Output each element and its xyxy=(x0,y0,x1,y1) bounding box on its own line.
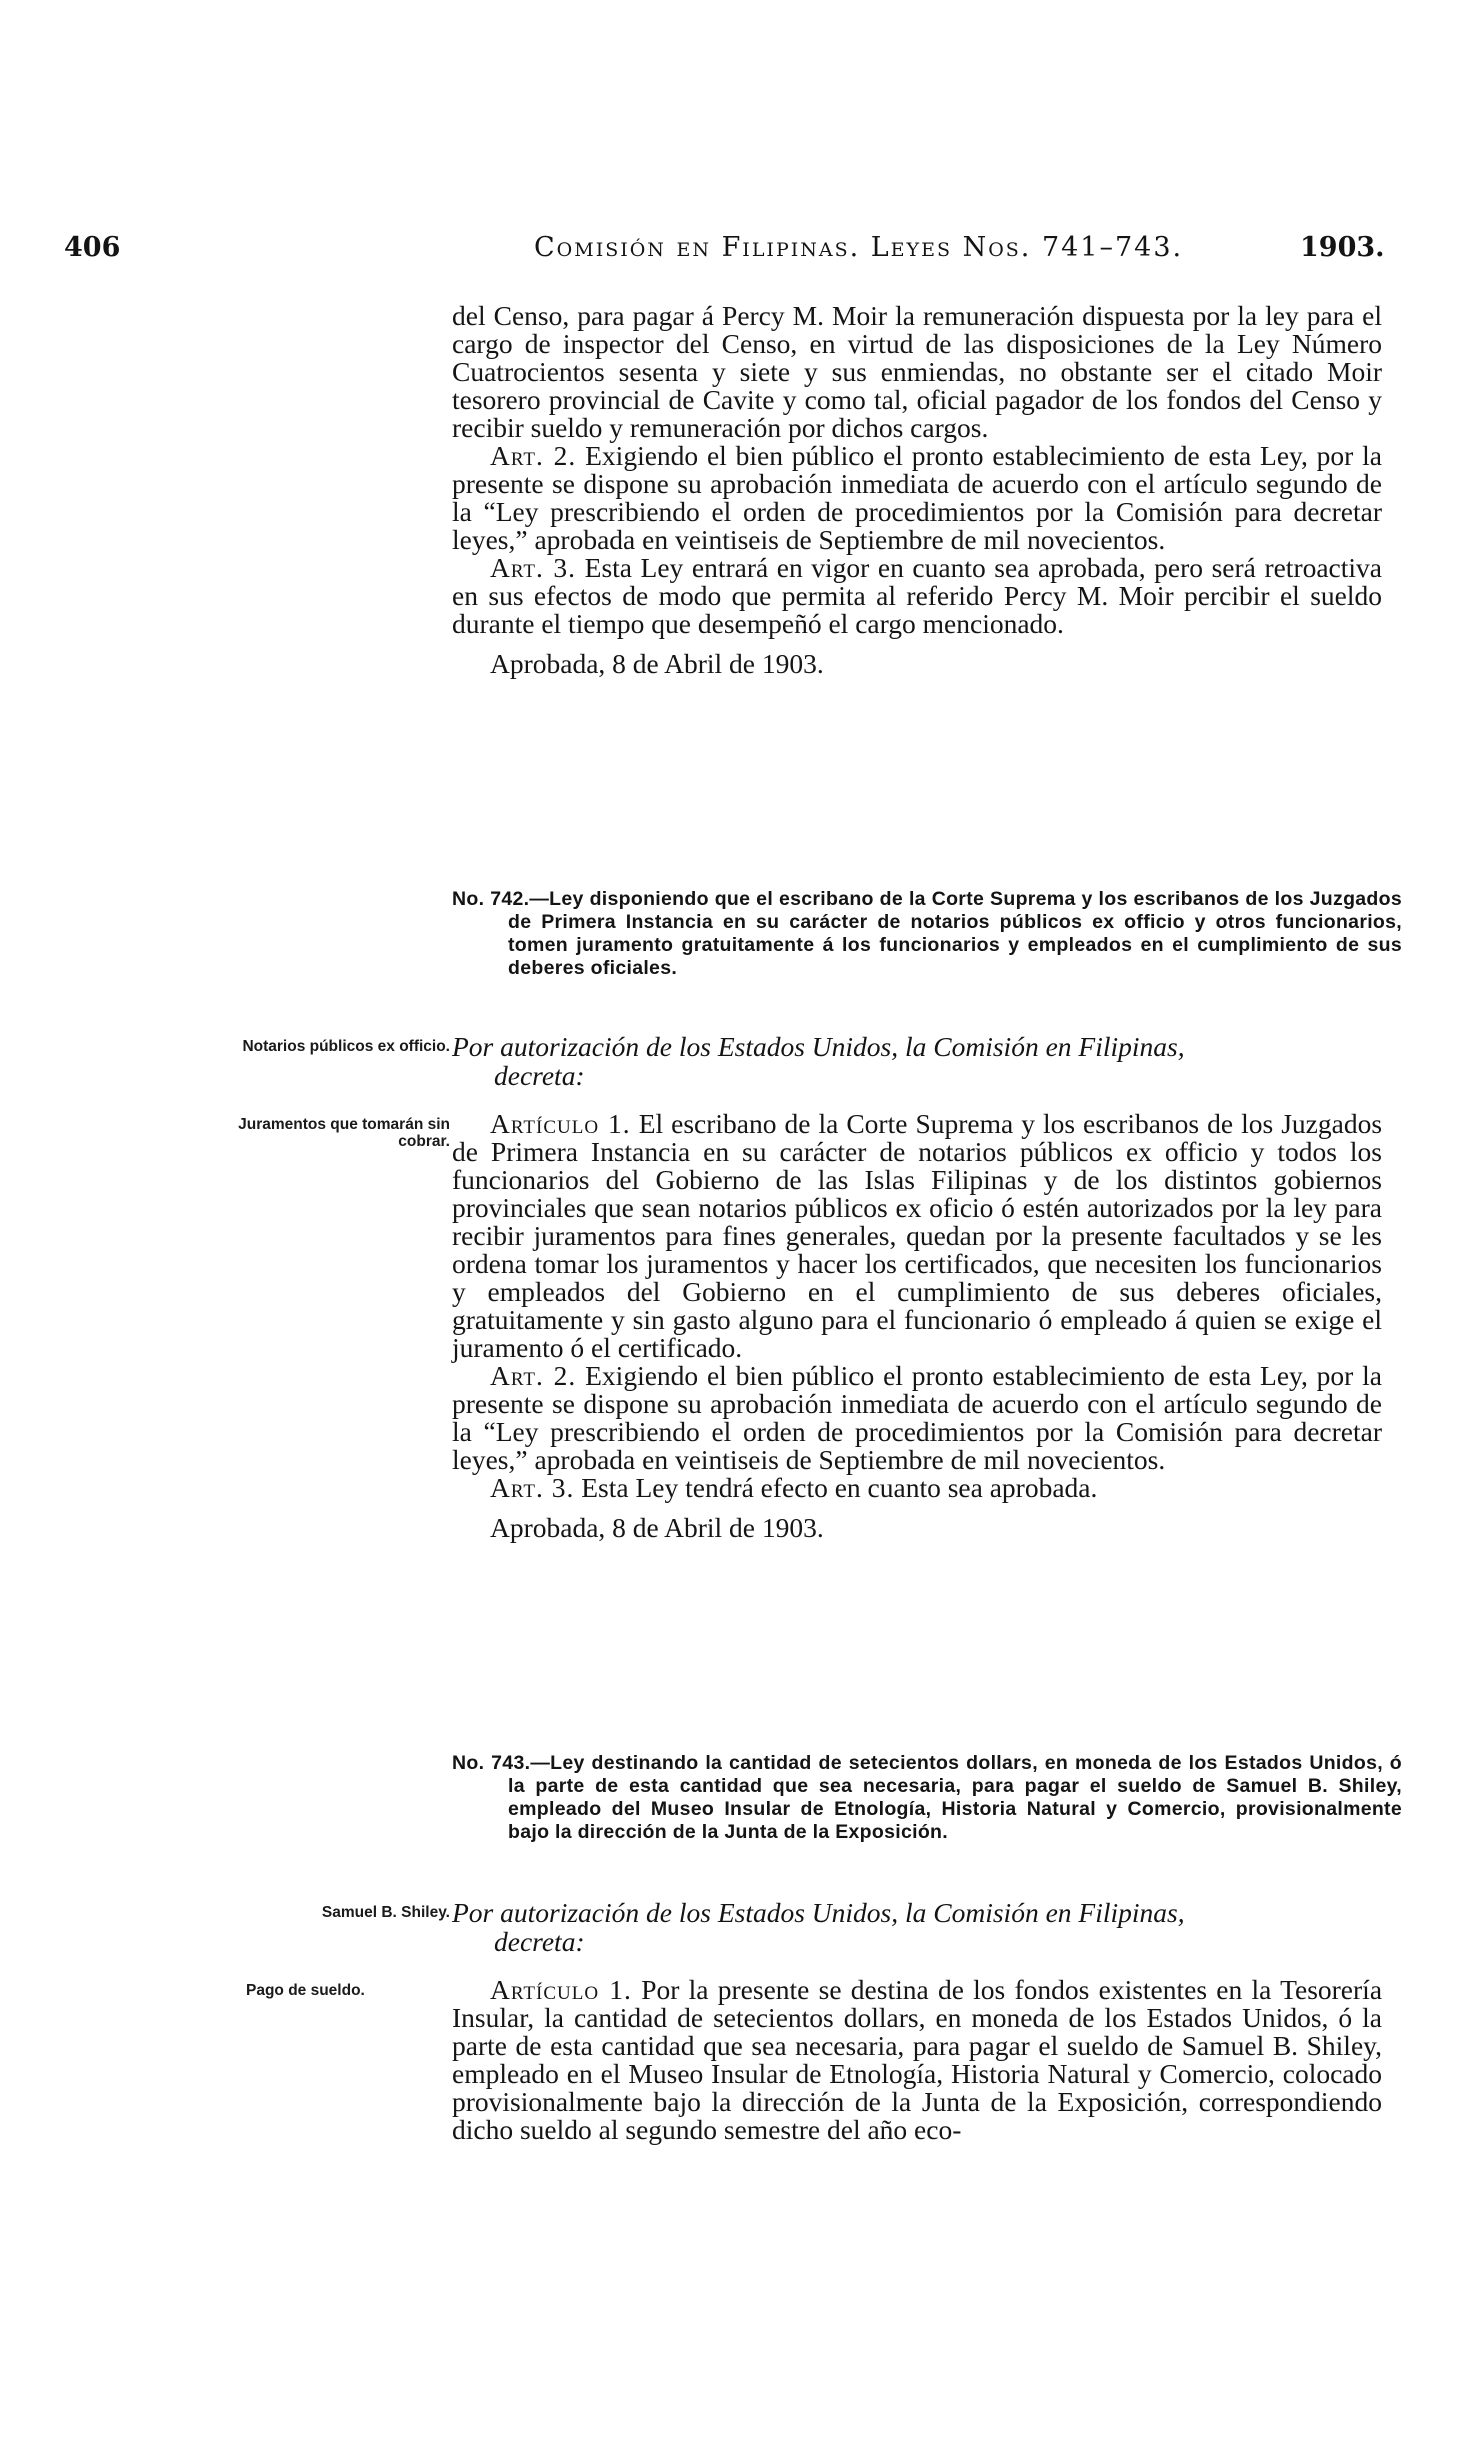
law-742-article-2 xyxy=(452,1362,1382,1474)
article-label: Artículo 1. xyxy=(490,1108,631,1139)
law-742-approved: Aprobada, 8 de Abril de 1903. xyxy=(490,1512,824,1543)
law-742-title xyxy=(452,888,1402,980)
law-number: No. 743. xyxy=(452,1752,531,1774)
law-742-article-1 xyxy=(452,1110,1382,1362)
article-text: Exigiendo el bien público el pronto establecimiento de esta Ley, por la presente se dispone su aprobación inmediata de acuerdo con el artículo segundo de la “Ley prescribiendo el orden de procedimientos por la Comisión para decretar leyes,” aprobada en veintiseis de Septiembre de mil novecientos. xyxy=(452,1360,1382,1475)
article-text: Exigiendo el bien público el pronto establecimiento de esta Ley, por la presente se dispone su aprobación inmediata de acuerdo con el artículo segundo de la “Ley prescribiendo el orden de procedimientos por la Comisión para decretar leyes,” aprobada en veintiseis de Septiembre de mil novecientos. xyxy=(452,440,1382,555)
margin-note-pago: Pago de sueldo. xyxy=(246,1982,365,1999)
article-label: Art. 3. xyxy=(490,552,577,583)
law-741-approved: Aprobada, 8 de Abril de 1903. xyxy=(490,648,824,679)
article-text: Esta Ley entrará en vigor en cuanto sea aprobada, pero será retroactiva en sus efectos de modo que permita al referido Percy M. Moir percibir el sueldo durante el tiempo que desempeñó el cargo mencionado. xyxy=(452,552,1382,639)
law-743-title xyxy=(452,1752,1402,1844)
article-label: Artículo 1. xyxy=(490,1974,632,2005)
article-text: El escribano de la Corte Suprema y los escribanos de los Juzgados de Primera Instancia en su carácter de notarios públicos ex officio y todos los funcionarios del Gobierno de las Islas Filipinas y de los distintos gobiernos provinciales que sean notarios públicos ex oficio ó estén autorizados por la ley para recibir juramentos para fines generales, quedan por la presente facultados y se les ordena tomar los juramentos y hacer los certificados, que necesiten los funcionarios y empleados del Gobierno en el cumplimiento de sus deberes oficiales, gratuitamente y sin gasto alguno para el funcionario ó empleado á quien se exige el juramento ó el certificado. xyxy=(452,1108,1383,1363)
law-741-paragraph: del Censo, para pagar á Percy M. Moir la remuneración dispuesta por la ley para el cargo de inspector del Censo, en virtud de las disposiciones de la Ley Número Cuatrocientos sesenta y siete y sus enmiendas, no obstante ser el citado Moir tesorero provincial de Cavite y como tal, oficial pagador de los fondos del Censo y recibir sueldo y remuneración por dichos cargos. xyxy=(452,300,1382,443)
decree-line: Por autorización de los Estados Unidos, la Comisión en Filipinas, xyxy=(452,1031,1185,1062)
law-743-body xyxy=(452,1976,1382,2144)
decree-line: decreta: xyxy=(494,1926,585,1957)
law-742-decree xyxy=(452,1032,1402,1090)
law-743-article-1 xyxy=(452,1976,1382,2144)
law-743-decree xyxy=(452,1898,1402,1956)
article-label: Art. 2. xyxy=(490,440,577,471)
running-title: Comisión en Filipinas. Leyes Nos. 741–743. xyxy=(534,232,1184,263)
article-text: Esta Ley tendrá efecto en cuanto sea aprobada. xyxy=(581,1472,1098,1503)
article-label: Art. 3. xyxy=(490,1472,575,1503)
article-label: Art. 2. xyxy=(490,1360,577,1391)
law-742-body xyxy=(452,1110,1382,1542)
law-title-text: —Ley disponiendo que el escribano de la Corte Suprema y los escribanos de los Juzgados de Primera Instancia en su carácter de notarios públicos ex officio y otros funcionarios, tomen juramento gratuitamente á los funcionarios y empleados en el cumplimiento de sus deberes oficiales. xyxy=(508,888,1402,979)
decree-line: decreta: xyxy=(494,1060,585,1091)
header-year: 1903. xyxy=(1300,232,1385,263)
page-header xyxy=(64,232,1385,276)
margin-note-shiley: Samuel B. Shiley. xyxy=(321,1904,450,1921)
page-number: 406 xyxy=(64,232,121,263)
law-741-continuation xyxy=(452,302,1382,678)
law-741-article-3 xyxy=(452,554,1382,638)
margin-note-juramentos: Juramentos que tomarán sin cobrar. xyxy=(238,1116,450,1150)
law-title-text: —Ley destinando la cantidad de setecientos dollars, en moneda de los Estados Unidos, ó la parte de esta cantidad que sea necesaria, para pagar el sueldo de Samuel B. Shiley, empleado del Museo Insular de Etnología, Historia Natural y Comercio, provisionalmente bajo la dirección de la Junta de la Exposición. xyxy=(508,1752,1402,1843)
law-742-article-3 xyxy=(452,1474,1382,1502)
decree-line: Por autorización de los Estados Unidos, la Comisión en Filipinas, xyxy=(452,1897,1185,1928)
margin-note-notarios: Notarios públicos ex officio. xyxy=(242,1038,450,1055)
article-text: Por la presente se destina de los fondos existentes en la Tesorería Insular, la cantidad de setecientos dollars, en moneda de los Estados Unidos, ó la parte de esta cantidad que sea necesaria, para pagar el sueldo de Samuel B. Shiley, empleado en el Museo Insular de Etnología, Historia Natural y Comercio, colocado provisionalmente bajo la dirección de la Junta de la Exposición, correspondiendo dicho sueldo al segundo semestre del año eco- xyxy=(452,1974,1383,2145)
law-741-article-2 xyxy=(452,442,1382,554)
law-number: No. 742. xyxy=(452,888,530,910)
